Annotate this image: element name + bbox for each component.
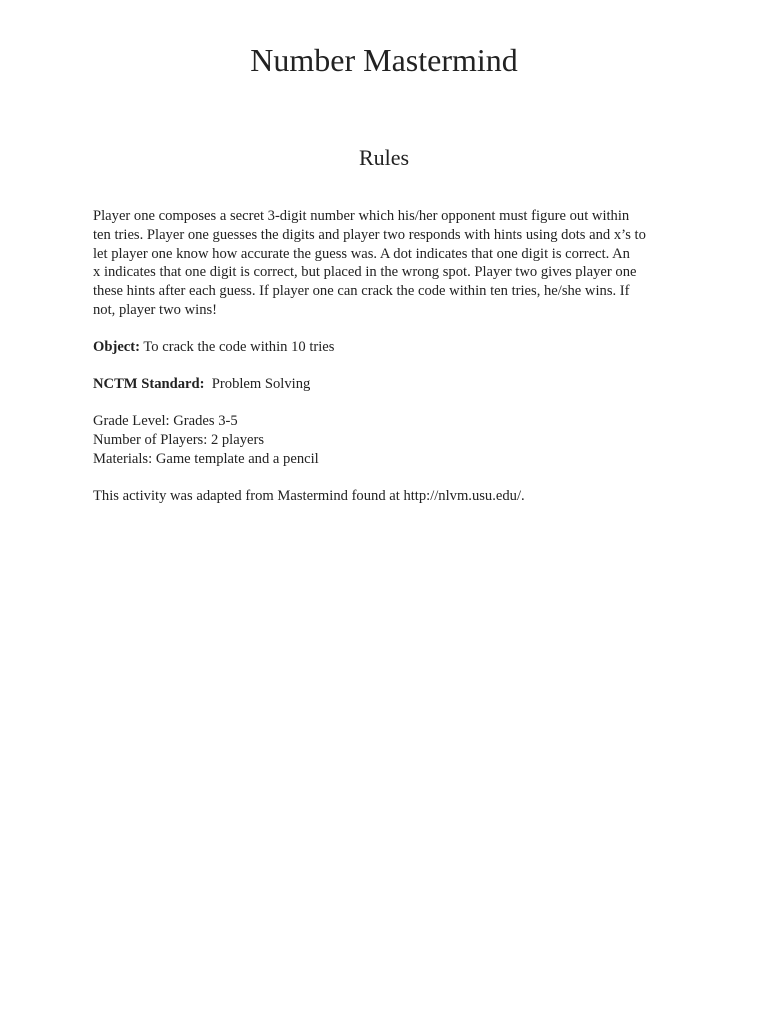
rules-paragraph [93, 207, 673, 320]
rules-line: Player one composes a secret 3-digit number which his/her opponent must figure out within [93, 208, 630, 224]
grade-level: Grade Level: Grades 3-5 [93, 413, 238, 429]
object-line [93, 338, 673, 357]
standard-value: Problem Solving [204, 376, 311, 392]
rules-line: let player one know how accurate the guess was. A dot indicates that one digit is correct. An [93, 245, 630, 262]
standard-line [93, 375, 673, 394]
rules-line: these hints after each guess. If player one can crack the code within ten tries, he/she wins. If [93, 283, 630, 300]
object-label: Object: [93, 339, 141, 355]
rules-line: x indicates that one digit is correct, but placed in the wrong spot. Player two gives player one [93, 264, 637, 281]
game-details [93, 412, 673, 468]
rules-heading: Rules [358, 145, 410, 170]
number-of-players: Number of Players: 2 players [93, 431, 265, 448]
rules-line: not, player two wins! [93, 301, 218, 318]
document-title: Number Mastermind [250, 42, 518, 78]
rules-line: ten tries. Player one guesses the digits and player two responds with hints using dots and x’s to [93, 226, 646, 243]
standard-label: NCTM Standard: [93, 376, 205, 392]
object-value: To crack the code within 10 tries [140, 339, 335, 355]
materials: Materials: Game template and a pencil [93, 450, 319, 467]
source-text: This activity was adapted from Mastermind found at http://nlvm.usu.edu/. [93, 488, 525, 504]
source-note [93, 487, 673, 506]
